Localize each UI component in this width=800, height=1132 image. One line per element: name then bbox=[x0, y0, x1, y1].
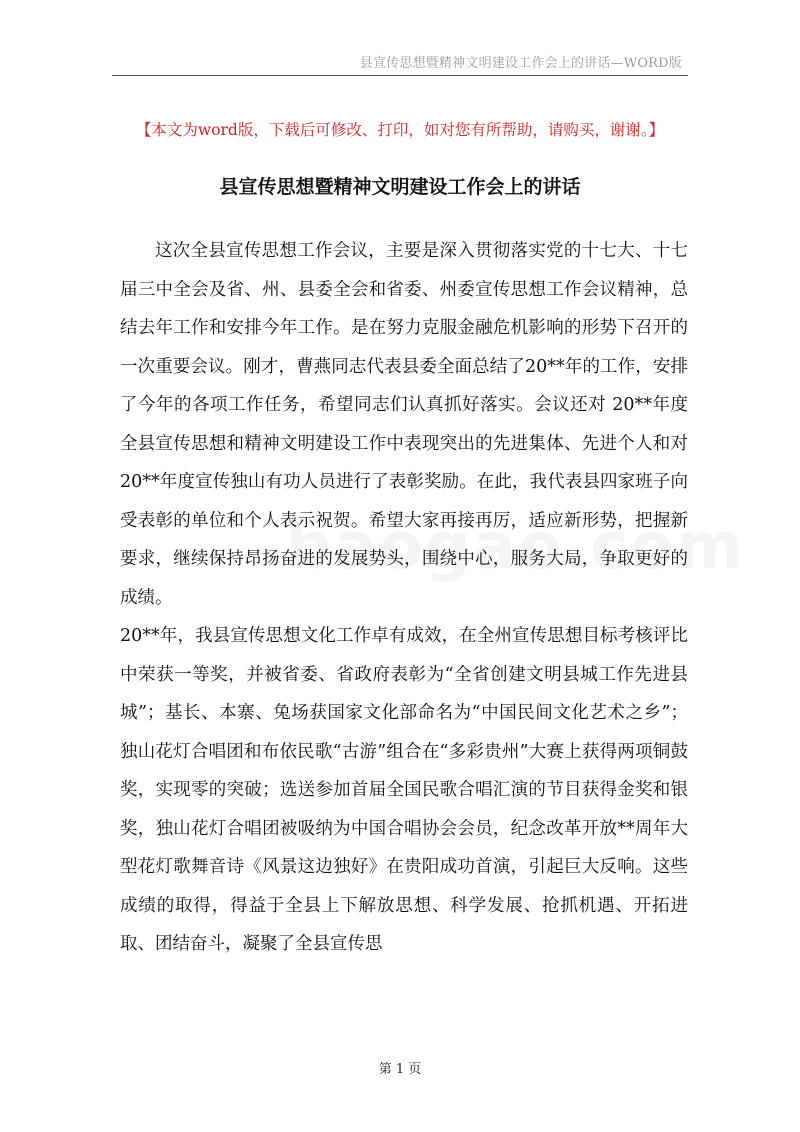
running-header: 县宣传思想暨精神文明建设工作会上的讲话—WORD版 bbox=[359, 56, 682, 71]
document-title: 县宣传思想暨精神文明建设工作会上的讲话 bbox=[219, 176, 581, 198]
header-divider bbox=[112, 75, 688, 76]
paragraph-2: 20**年，我县宣传思想文化工作卓有成效，在全州宣传思想目标考核评比中荣获一等奖，并被省委、省政府表彰为“全省创建文明县城工作先进县城”；基长、本寨、兔场获国家文化部命名为“中国民间文化艺术之乡”；独山花灯合唱团和布依民歌“古游”组合在“多彩贵州”大赛上获得两项铜鼓奖，实现零的突破；选送参加首届全国民歌合唱汇演的节目获得金奖和银奖，独山花灯合唱团被吸纳为中国合唱协会会员，纪念改革开放**周年大型花灯歌舞音诗《风景这边独好》在贵阳成功首演，引起巨大反响。这些成绩的取得，得益于全县上下解放思想、科学发展、抢抓机遇、开拓进取、团结奋斗，凝聚了全县宣传思 bbox=[120, 626, 688, 954]
paragraph-1: 这次全县宣传思想工作会议，主要是深入贯彻落实党的十七大、十七届三中全会及省、州、县委全会和省委、州委宣传思想工作会议精神，总结去年工作和安排今年工作。是在努力克服金融危机影响的形势下召开的一次重要会议。刚才，曹燕同志代表县委全面总结了20**年的工作，安排了今年的各项工作任务，希望同志们认真抓好落实。会议还对 20**年度全县宣传思想和精神文明建设工作中表现突出的先进集体、先进个人和对 20**年度宣传独山有功人员进行了表彰奖励。在此，我代表县四家班子向受表彰的单位和个人表示祝贺。希望大家再接再厉，适应新形势，把握新要求，继续保持昂扬奋进的发展势头，围绕中心，服务大局，争取更好的成绩。 bbox=[120, 241, 688, 608]
page-number: 第 1 页 bbox=[378, 1062, 422, 1077]
document-body bbox=[120, 232, 688, 964]
download-notice: 【本文为word版，下载后可修改、打印，如对您有所帮助，请购买，谢谢。】 bbox=[135, 121, 665, 139]
